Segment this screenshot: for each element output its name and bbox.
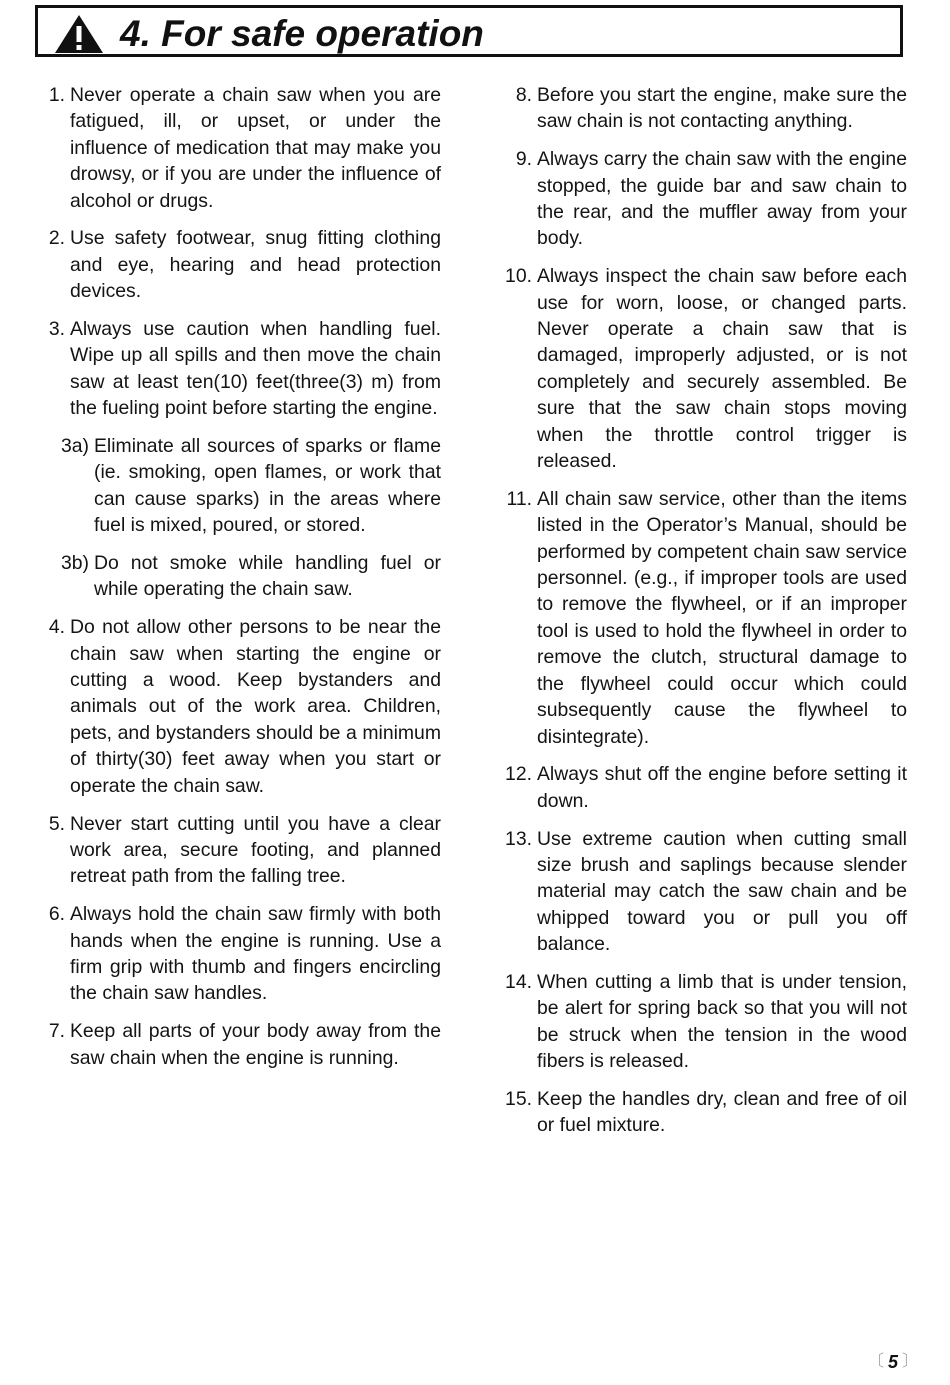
item-number: 5. <box>48 812 65 835</box>
item-text: Always carry the chain saw with the engine stopped, the guide bar and saw chain to the rear, and the muffler away from your body. <box>537 148 907 250</box>
list-item <box>500 1086 907 1139</box>
item-text: Before you start the engine, make sure the saw chain is not contacting anything. <box>537 84 907 133</box>
list-item <box>500 263 907 474</box>
list-item <box>44 1018 441 1071</box>
page-number-close-bracket: 〕 <box>902 1353 919 1370</box>
list-item <box>500 761 907 814</box>
page-number-open-bracket: 〔 <box>867 1353 884 1370</box>
item-number: 3. <box>48 318 65 341</box>
item-number: 13. <box>505 827 532 850</box>
item-number: 9. <box>515 148 532 171</box>
item-text: All chain saw service, other than the items listed in the Operator’s Manual, should be performed by competent chain saw service personnel. (e.g., if improper tools are used to remove the flywheel, or if an improper tool is used to hold the flywheel in order to remove the clutch, structural damage to the flywheel could occur which could subsequently cause the flywheel to disintegrate). <box>537 487 907 748</box>
item-number: 1. <box>48 84 65 106</box>
list-item <box>44 82 441 214</box>
sub-list-item <box>44 433 441 539</box>
item-text: When cutting a limb that is under tension, be alert for spring back so that you will not be struck when the tension in the wood fibers is released. <box>537 970 907 1073</box>
right-column <box>500 82 907 1150</box>
list-item <box>500 826 907 958</box>
page-number-value: 5 <box>888 1352 899 1372</box>
item-number: 8. <box>515 84 532 106</box>
item-text: Keep the handles dry, clean and free of oil or fuel mixture. <box>537 1087 907 1137</box>
page-title: 4. For safe operation <box>120 13 484 54</box>
item-text: Always shut off the engine before setting it down. <box>537 763 907 812</box>
list-item <box>44 614 441 799</box>
list-item <box>500 486 907 750</box>
list-item <box>44 316 441 422</box>
item-text: Use safety footwear, snug fitting clothing and eye, hearing and head protection devices. <box>70 227 441 303</box>
item-number: 15. <box>505 1087 532 1110</box>
item-text: Do not smoke while handling fuel or while operating the chain saw. <box>94 552 441 601</box>
item-text: Do not allow other persons to be near the chain saw when starting the engine or cutting a wood. Keep bystanders and animals out of the work area. Children, pets, and bystanders should be a minimum of thirty(30) feet away when you start or operate the chain saw. <box>70 616 441 797</box>
item-text: Never start cutting until you have a clear work area, secure footing, and planned retreat path from the falling tree. <box>70 812 441 888</box>
list-item <box>500 969 907 1075</box>
list-item <box>44 225 441 304</box>
item-text: Always hold the chain saw firmly with both hands when the engine is running. Use a firm grip with thumb and fingers encircling the chain saw handles. <box>70 903 441 1005</box>
warning-triangle-icon <box>54 14 104 54</box>
list-item <box>44 811 441 890</box>
left-column <box>44 82 441 1082</box>
item-number: 12. <box>505 763 532 786</box>
item-number: 4. <box>48 616 65 639</box>
item-number: 6. <box>48 903 65 926</box>
item-text: Always inspect the chain saw before each use for worn, loose, or changed parts. Never operate a chain saw that is damaged, improperly adjusted, or is not completely and securely assembled. Be sure that the saw chain stops moving when the throttle control trigger is released. <box>537 265 907 473</box>
section-header <box>35 5 903 57</box>
list-item <box>500 146 907 252</box>
item-number: 3b) <box>60 552 89 575</box>
item-number: 11. <box>506 487 532 510</box>
list-item <box>44 901 441 1007</box>
page-number <box>867 1350 919 1374</box>
item-number: 10. <box>505 265 532 288</box>
item-number: 7. <box>48 1020 65 1043</box>
item-text: Eliminate all sources of sparks or flame (ie. smoking, open flames, or work that can cause sparks) in the areas where fuel is mixed, poured, or stored. <box>94 435 441 537</box>
sub-list-item <box>44 550 441 603</box>
item-number: 14. <box>505 970 532 993</box>
item-text: Keep all parts of your body away from the saw chain when the engine is running. <box>70 1020 441 1069</box>
list-item <box>500 82 907 135</box>
item-text: Use extreme caution when cutting small size brush and saplings because slender material may catch the saw chain and be whipped toward you or pull you off balance. <box>537 827 907 956</box>
item-number: 3a) <box>60 435 89 458</box>
item-text: Never operate a chain saw when you are fatigued, ill, or upset, or under the influence of medication that may make you drowsy, or if you are under the influence of alcohol or drugs. <box>70 84 441 212</box>
item-text: Always use caution when handling fuel. Wipe up all spills and then move the chain saw at least ten(10) feet(three(3) m) from the fueling point before starting the engine. <box>70 318 441 420</box>
item-number: 2. <box>48 227 65 250</box>
